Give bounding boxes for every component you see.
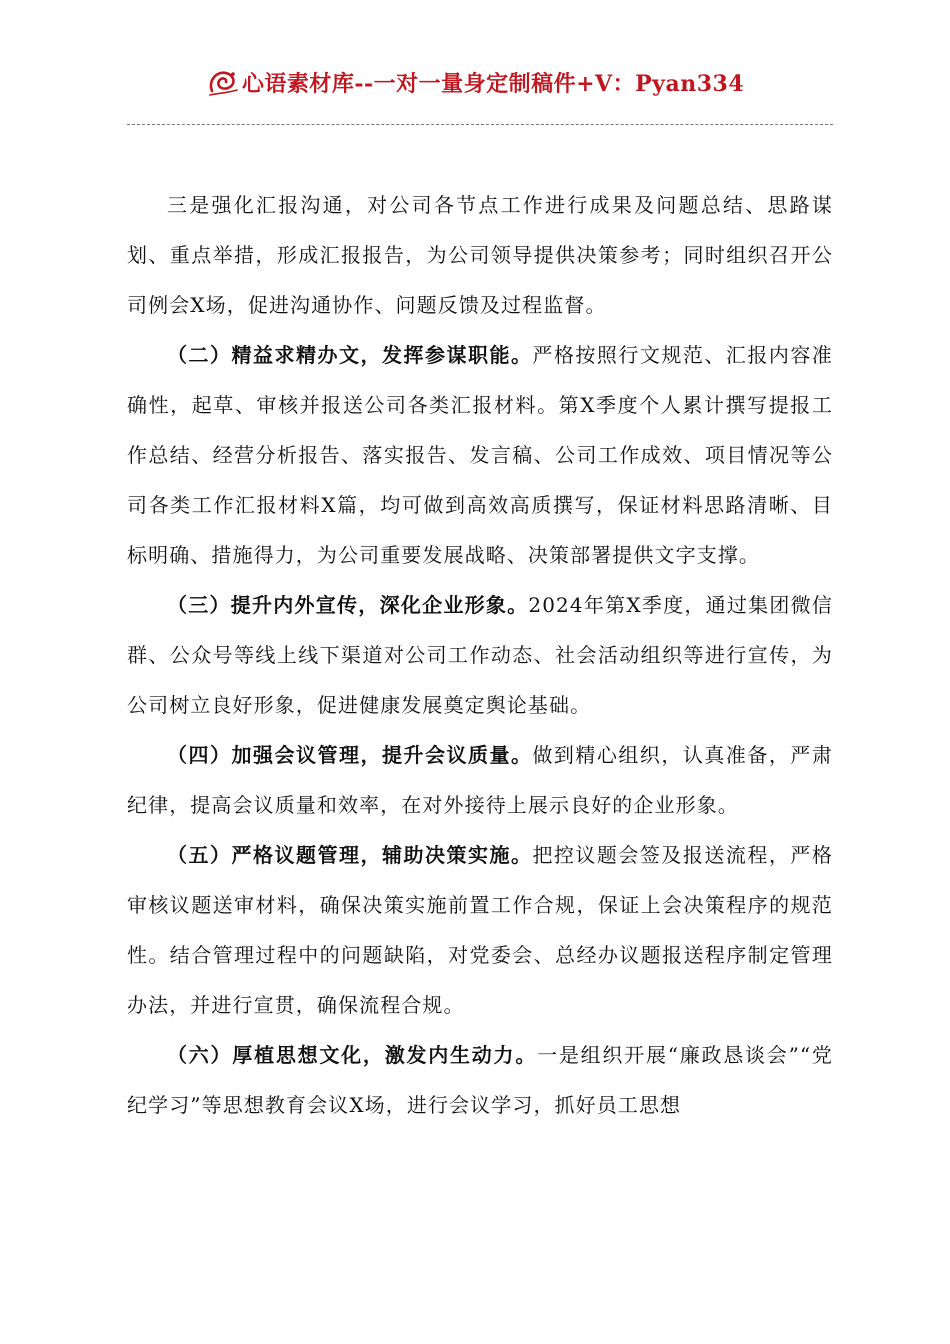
paragraph-text: 严格按照行文规范、汇报内容准确性，起草、审核并报送公司各类汇报材料。第X季度个人累计撰写提报工作总结、经营分析报告、落实报告、发言稿、公司工作成效、项目情况等公司各类工作汇报材料X篇，均可做到高效高质撰写，保证材料思路清晰、目标明确、措施得力，为公司重要发展战略、决策部署提供文字支撑。 [127, 343, 833, 567]
paragraph-text: 2024年第X季度，通过集团微信群、公众号等线上线下渠道对公司工作动态、社会活动组织等进行宣传，为公司树立良好形象，促进健康发展奠定舆论基础。 [127, 593, 833, 717]
paragraph-heading: （六）厚植思想文化，激发内生动力。 [167, 1043, 538, 1067]
paragraph-text: 三是强化汇报沟通，对公司各节点工作进行成果及问题总结、思路谋划、重点举措，形成汇报报告，为公司领导提供决策参考；同时组织召开公司例会X场，促进沟通协作、问题反馈及过程监督。 [127, 193, 833, 317]
paragraph-heading: （三）提升内外宣传，深化企业形象。 [167, 593, 529, 617]
calligraphy-swirl-icon [206, 65, 240, 99]
paragraph-1 [127, 180, 833, 330]
paragraph-3 [127, 580, 833, 730]
brand-title: 心语素材库--一对一量身定制稿件+V：Pyan334 [241, 70, 745, 97]
paragraph-text: 一是组织开展“廉政恳谈会”“党纪学习”等思想教育会议X场，进行会议学习，抓好员工思想 [127, 1043, 833, 1117]
paragraph-6 [127, 1030, 833, 1130]
header-divider [127, 124, 833, 125]
paragraph-4 [127, 730, 833, 830]
paragraph-2 [127, 330, 833, 580]
paragraph-text: 做到精心组织，认真准备，严肃纪律，提高会议质量和效率，在对外接待上展示良好的企业形象。 [127, 743, 833, 817]
page-header [0, 58, 950, 106]
paragraph-text: 把控议题会签及报送流程，严格审核议题送审材料，确保决策实施前置工作合规，保证上会决策程序的规范性。结合管理过程中的问题缺陷，对党委会、总经办议题报送程序制定管理办法，并进行宣贯，确保流程合规。 [127, 843, 833, 1017]
paragraph-heading: （二）精益求精办文，发挥参谋职能。 [167, 343, 533, 367]
paragraph-5 [127, 830, 833, 1030]
document-body [127, 180, 833, 1130]
paragraph-heading: （四）加强会议管理，提升会议质量。 [167, 743, 533, 767]
paragraph-heading: （五）严格议题管理，辅助决策实施。 [167, 843, 533, 867]
